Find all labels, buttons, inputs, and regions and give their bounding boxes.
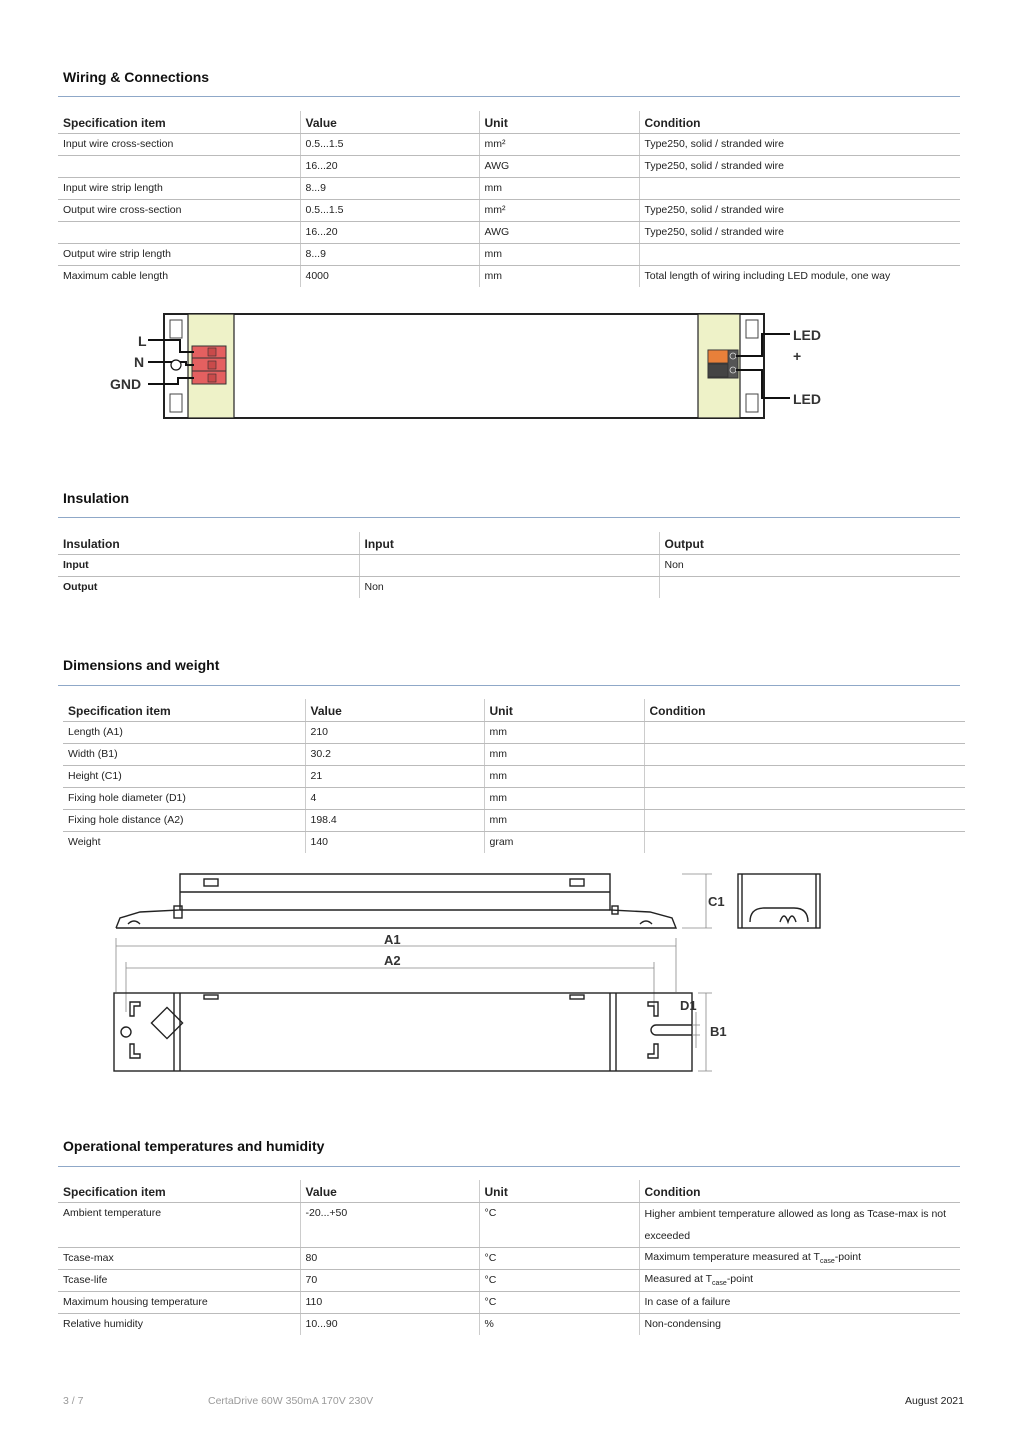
table-row: [58, 199, 960, 221]
cell-unit: mm: [484, 721, 644, 743]
label-a2: A2: [384, 953, 401, 968]
cell-condition: [644, 809, 965, 831]
table-row: [58, 576, 960, 598]
table-row: [58, 177, 960, 199]
cell-value: 70: [300, 1269, 479, 1291]
cell-output: Non: [659, 554, 960, 576]
cell-item: [58, 221, 300, 243]
cell-row-label: Input: [58, 554, 359, 576]
cell-output: [659, 576, 960, 598]
cell-condition: [644, 765, 965, 787]
table-row: [63, 765, 965, 787]
cell-item: Ambient temperature: [58, 1202, 300, 1247]
cell-item: Input wire strip length: [58, 177, 300, 199]
cell-unit: mm: [484, 765, 644, 787]
label-b1: B1: [710, 1024, 727, 1039]
condition-text: Measured at T: [644, 1272, 713, 1285]
wiring-title-rule: [58, 96, 960, 97]
dimension-drawing: [100, 862, 840, 1082]
cell-value: 16...20: [300, 221, 479, 243]
cell-unit: mm: [484, 743, 644, 765]
cell-unit: AWG: [479, 221, 639, 243]
cell-item: Maximum cable length: [63, 270, 169, 283]
cell-item: Output wire strip length: [58, 243, 300, 265]
cell-unit: mm²: [479, 133, 639, 155]
cell-condition: [639, 243, 960, 265]
input-terminal-block: [192, 346, 226, 384]
cell-condition: [644, 787, 965, 809]
cell-item: Maximum housing temperature: [58, 1291, 300, 1313]
cell-unit: mm²: [479, 199, 639, 221]
cell-value: 0.5...1.5: [300, 133, 479, 155]
label-led-positive: LED: [793, 327, 821, 343]
cell-unit: mm: [479, 243, 639, 265]
cell-unit: mm: [484, 809, 644, 831]
label-led-negative: LED: [793, 391, 821, 407]
cell-value: 16...20: [300, 155, 479, 177]
cell-condition: [639, 1247, 960, 1269]
cell-condition: [639, 1269, 960, 1291]
condition-subscript: case: [712, 1280, 727, 1288]
cell-value: -20...+50: [300, 1202, 479, 1247]
table-row: [58, 1202, 960, 1247]
header-condition: Condition: [644, 699, 965, 721]
table-row: [58, 265, 960, 287]
header-condition: Condition: [639, 111, 960, 133]
wiring-table: [58, 111, 960, 287]
cell-value: 4000: [300, 265, 479, 287]
cell-row-label: Output: [63, 581, 98, 594]
cell-value: 10...90: [300, 1313, 479, 1335]
table-row: [58, 1291, 960, 1313]
cell-unit: %: [479, 1313, 639, 1335]
condition-subscript: case: [819, 1258, 835, 1266]
cell-value: 210: [305, 721, 484, 743]
insulation-section-title: Insulation: [63, 490, 130, 506]
cell-item: Relative humidity: [63, 1318, 143, 1331]
wiring-section-title: Wiring & Connections: [63, 69, 210, 85]
operational-title-rule: [58, 1166, 960, 1167]
cell-unit: °C: [479, 1202, 639, 1247]
cell-condition: Higher ambient temperature allowed as long as Tcase-max is not exceeded: [639, 1202, 960, 1247]
operational-table: [58, 1180, 960, 1335]
footer-product-name: CertaDrive 60W 350mA 170V 230V: [208, 1395, 374, 1407]
header-specification-item: Specification item: [63, 699, 305, 721]
cell-value: 21: [305, 765, 484, 787]
dimensions-title-rule: [58, 685, 960, 686]
cell-item: Fixing hole diameter (D1): [63, 787, 305, 809]
dimensions-section-title: Dimensions and weight: [63, 657, 220, 673]
cell-unit: mm: [484, 787, 644, 809]
table-row: [58, 243, 960, 265]
header-insulation: Insulation: [58, 532, 359, 554]
table-row: [58, 155, 960, 177]
cell-item: Output wire cross-section: [58, 199, 300, 221]
top-view: [114, 993, 692, 1071]
cell-unit: mm: [479, 177, 639, 199]
header-value: Value: [300, 1180, 479, 1202]
cell-item: Fixing hole distance (A2): [63, 809, 305, 831]
cell-value: 8...9: [300, 243, 479, 265]
side-view: [116, 874, 676, 928]
cell-unit: °C: [479, 1269, 639, 1291]
cell-value: 140: [305, 831, 484, 853]
cell-value: 0.5...1.5: [300, 199, 479, 221]
condition-text: -point: [834, 1250, 862, 1263]
cell-item: Length (A1): [63, 721, 305, 743]
cell-item: Height (C1): [63, 765, 305, 787]
cell-value: 8...9: [300, 177, 479, 199]
header-output: Output: [659, 532, 960, 554]
table-row: [63, 787, 965, 809]
header-value: Value: [300, 111, 479, 133]
label-gnd: GND: [110, 376, 142, 392]
operational-section-title: Operational temperatures and humidity: [63, 1138, 325, 1154]
header-unit: Unit: [484, 699, 644, 721]
footer-page-number: 3 / 7: [63, 1395, 84, 1407]
cell-unit: gram: [484, 831, 644, 853]
cell-item: Input wire cross-section: [58, 133, 300, 155]
wiring-diagram: [100, 300, 840, 430]
insulation-title-rule: [58, 517, 960, 518]
cell-condition: [644, 721, 965, 743]
table-row: [58, 554, 960, 576]
cell-condition: [644, 831, 965, 853]
label-a1: A1: [384, 932, 401, 947]
label-l: L: [138, 333, 147, 349]
header-unit: Unit: [479, 1180, 639, 1202]
table-row: [63, 831, 965, 853]
condition-text: -point: [726, 1272, 754, 1285]
cell-value: 198.4: [305, 809, 484, 831]
cell-unit: mm: [479, 265, 639, 287]
cell-item: Tcase-max: [58, 1247, 300, 1269]
cell-item: [58, 155, 300, 177]
cell-condition: [639, 177, 960, 199]
cell-unit: °C: [479, 1247, 639, 1269]
dimensions-table: [63, 699, 965, 853]
table-row: [63, 721, 965, 743]
cell-input: [359, 554, 659, 576]
cell-condition: [644, 743, 965, 765]
output-terminal-block: [708, 350, 738, 378]
table-row: [63, 809, 965, 831]
wiring-table-header: [58, 111, 960, 133]
label-n: N: [134, 354, 145, 370]
header-specification-item: Specification item: [58, 111, 300, 133]
dimensions-table-header: [63, 699, 965, 721]
cell-condition: Type250, solid / stranded wire: [639, 133, 960, 155]
cell-input: Non: [359, 576, 659, 598]
header-condition: Condition: [639, 1180, 960, 1202]
cell-value: 30.2: [305, 743, 484, 765]
cell-item: Tcase-life: [58, 1269, 300, 1291]
cell-value: 4: [305, 787, 484, 809]
table-row: [58, 1269, 960, 1291]
cell-unit: °C: [479, 1291, 639, 1313]
header-value: Value: [305, 699, 484, 721]
header-unit: Unit: [479, 111, 639, 133]
cell-condition: Type250, solid / stranded wire: [639, 155, 960, 177]
cell-value: 110: [300, 1291, 479, 1313]
table-row: [58, 1247, 960, 1269]
cell-condition: Total length of wiring including LED module, one way: [639, 265, 960, 287]
label-d1: D1: [680, 998, 697, 1013]
cell-condition: In case of a failure: [639, 1291, 960, 1313]
insulation-table-header: [58, 532, 960, 554]
operational-table-header: [58, 1180, 960, 1202]
insulation-table: [58, 532, 960, 598]
table-row: [58, 133, 960, 155]
cell-item: Width (B1): [63, 743, 305, 765]
driver-housing-outline: [164, 314, 764, 418]
table-row: [58, 221, 960, 243]
condition-text: Maximum temperature measured at T: [644, 1250, 820, 1263]
header-input: Input: [359, 532, 659, 554]
cell-unit: AWG: [479, 155, 639, 177]
cell-value: 80: [300, 1247, 479, 1269]
table-row: [58, 1313, 960, 1335]
cell-condition: Non-condensing: [639, 1313, 960, 1335]
a2-dimension-line: [126, 962, 654, 1012]
header-specification-item: Specification item: [58, 1180, 300, 1202]
footer-date: August 2021: [905, 1395, 964, 1407]
table-row: [63, 743, 965, 765]
label-plus: +: [793, 348, 802, 364]
cell-condition: Type250, solid / stranded wire: [639, 199, 960, 221]
label-c1: C1: [708, 894, 725, 909]
end-view: [738, 874, 820, 928]
cell-item: Weight: [68, 836, 101, 849]
cell-condition: Type250, solid / stranded wire: [639, 221, 960, 243]
